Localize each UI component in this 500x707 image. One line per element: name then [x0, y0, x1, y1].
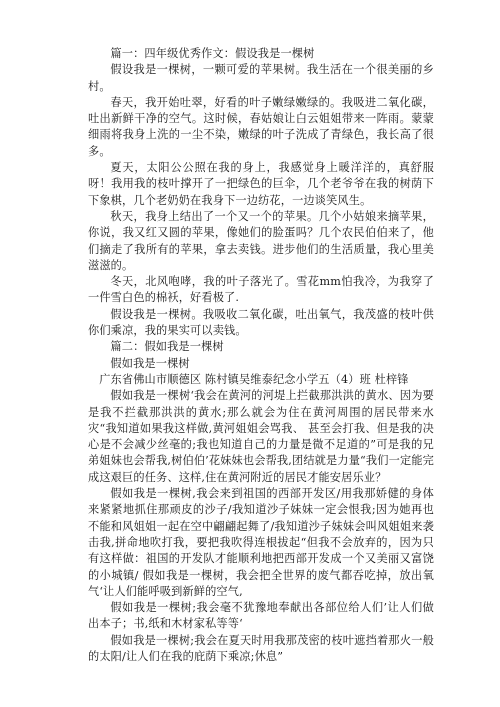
body-paragraph: 秋天，我身上结出了一个又一个的苹果。几个小姑娘来摘苹果，你说，我又红又圆的苹果，像她们的脸蛋吗？几个农民伯伯来了，他们摘走了我所有的苹果，拿去卖钱。进步他们的生活质量，我心里美滋滋的。 — [88, 209, 434, 272]
document-page — [88, 46, 434, 686]
body-paragraph: 冬天，北风咆哮，我的叶子落光了。雪花mm怕我冷，为我穿了一件雪白色的棉袄，好看极了. — [88, 275, 434, 305]
author-line: 广东省佛山市顺德区 陈村镇吴维泰纪念小学五（4）班 杜梓锋 — [99, 372, 409, 386]
body-paragraph: 假设我是一棵树。我吸收二氧化碳，吐出氧气，我茂盛的枝叶供你们乘凉，我的果实可以卖钱。 — [88, 307, 434, 338]
body-paragraph: 假如我是一棵树;我会在夏天时用我那茂密的枝叶遮挡着那火一般的太阳/让人们在我的庇荫下乘凉;休息” — [88, 633, 434, 663]
body-paragraph: 春天，我开始吐翠，好看的叶子嫩绿嫩绿的。我吸进二氧化碳，吐出新鲜干净的空气。这时候，春姑娘让白云姐姐带来一阵雨。蒙蒙细雨将我身上洗的一尘不染，嫩绿的叶子洗成了青绿色，我长高了很多。 — [88, 95, 434, 158]
body-paragraph: 假设我是一棵树，一颗可爱的苹果树。我生活在一个很美丽的乡村。 — [88, 63, 434, 93]
section-title: 篇一：四年级优秀作文：假设我是一棵树 — [110, 47, 315, 60]
body-paragraph: 假如我是一棵树;我会毫不犹豫地奉献出各部位给人们’让人们做出本子；书,纸和木材家私等等‘ — [88, 601, 434, 631]
body-paragraph: 假如我是一棵树,我会来到祖国的西部开发区/用我那娇健的身体来紧紧地抓住那顽皮的沙子/我知道沙子妹妹一定会恨我;因为她再也不能和风姐姐一起在空中翩翩起舞了/我知道沙子妹妹会叫风姐姐来袭击我,拼命地吹打我，要把我吹得连根拔起“但我不会放弃的，因为只有这样做：祖国的开发队才能顺利地把西部开发成一个又美丽又富饶的小城镇/ 假如我是一棵树，我会把全世界的废气都吞吃掉，放出氧气‘让人们能呼吸到新鲜的空气, — [88, 487, 434, 598]
body-paragraph: 假如我是一棵树‘我会在黄河的河堤上拦截那洪洪的黄水、因为要是我不拦截那洪洪的黄水;那么就会为住在黄河周围的居民带来水灾“我知道如果我这样做,黄河姐姐会骂我、 甚至会打我、但是我的决心是不会减少丝毫的;我也知道自己的力量是微不足道的”可是我的兄弟姐妹也会帮我,树伯伯’花妹妹也会帮我,团结就是力量“我们一定能完成这艰巨的任务、这样,住在黄河附近的居民才能安居乐业？ — [88, 389, 434, 484]
section-title: 假如我是一棵树 — [110, 356, 190, 370]
section-title: 篇二：假如我是一棵树 — [110, 340, 224, 354]
body-paragraph: 夏天，太阳公公照在我的身上，我感觉身上暖洋洋的，真舒服呀！我用我的枝叶撑开了一把绿色的巨伞，几个老爷爷在我的树荫下下象棋，几个老奶奶在我身下一边纺花，一边谈笑风生。 — [88, 161, 434, 207]
